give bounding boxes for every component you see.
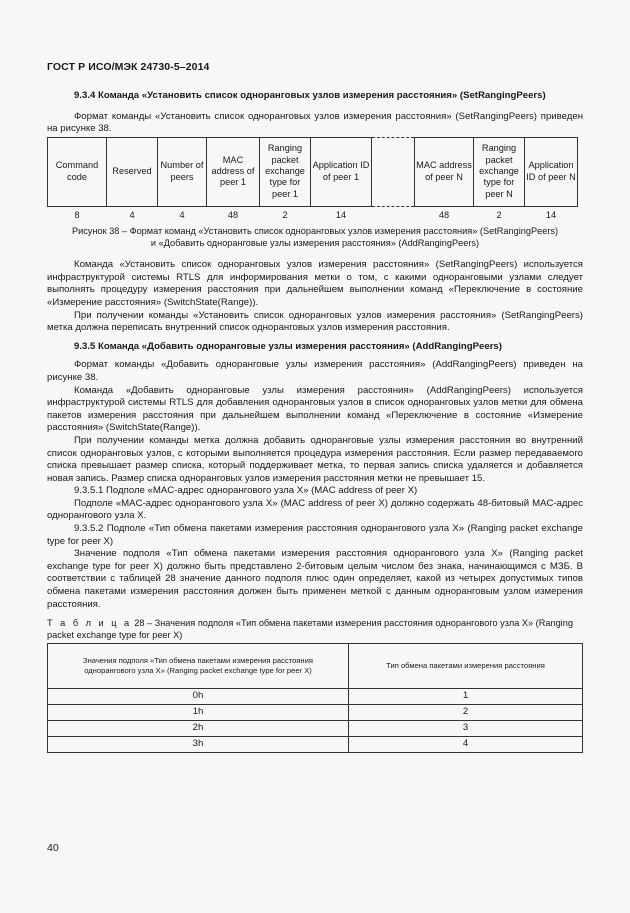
table-28-header-type: Тип обмена пакетами измерения расстояния	[349, 644, 583, 689]
paragraph-setrangingpeers-usage: Команда «Установить список одноранговых узлов измерения расстояния» (SetRangingPeers) используется инфраструктурой системы RTLS для информирования метки о том, с какими одноранговыми узлами следует выполнять процедуру измерения расстояния при дальнейшем выполнении команд «Переключение в состояние «Измерение расстояния» (SwitchState(Range)).	[47, 259, 583, 308]
table-28-header-row	[48, 644, 583, 689]
field-command-code: Command code	[48, 137, 107, 206]
field-number-of-peers: Number of peers	[158, 137, 207, 206]
table-cell-type: 3	[349, 721, 583, 737]
size-app-id-peer-1: 14	[335, 209, 347, 220]
table-28	[47, 643, 583, 753]
table-cell-value: 3h	[48, 737, 349, 753]
size-mac-peer-1: 48	[227, 209, 239, 220]
size-mac-peer-n: 48	[438, 209, 450, 220]
format-sizes-row	[48, 206, 578, 223]
section-heading-9-3-5: 9.3.5 Команда «Добавить одноранговые узлы измерения расстояния» (AddRangingPeers)	[74, 340, 502, 352]
field-ellipsis-gap	[372, 137, 415, 206]
field-app-id-peer-n: Application ID of peer N	[525, 137, 578, 206]
field-mac-peer-1: MAC address of peer 1	[207, 137, 260, 206]
size-command-code: 8	[74, 209, 80, 220]
field-mac-peer-n: MAC address of peer N	[415, 137, 474, 206]
paragraph-mac-address-peer-x: Подполе «MAC-адрес однорангового узла X» (MAC address of peer X) должно содержать 48-битовый MAC-адрес однорангового узла X.	[47, 497, 583, 522]
field-ranging-type-peer-n: Ranging packet exchange type for peer N	[474, 137, 525, 206]
page-number: 40	[47, 842, 59, 854]
format-fields-row	[48, 137, 578, 206]
figure-caption-line-2: и «Добавить одноранговые узлы измерения расстояния» (AddRangingPeers)	[150, 238, 480, 249]
paragraph-addrangingpeers-format: Формат команды «Добавить одноранговые узлы измерения расстояния» (AddRangingPeers) приведен на рисунке 38.	[47, 359, 583, 383]
figure-caption-line-1: Рисунок 38 – Формат команд «Установить список одноранговых узлов измерения расстояния» (SetRangingPeers)	[71, 226, 559, 237]
size-ranging-type-peer-1: 2	[282, 209, 288, 220]
table-cell-type: 4	[349, 737, 583, 753]
table-cell-value: 2h	[48, 721, 349, 737]
size-reserved: 4	[129, 209, 135, 220]
table-cell-value: 1h	[48, 705, 349, 721]
figure-38-format-table	[47, 137, 578, 223]
table-cell-type: 2	[349, 705, 583, 721]
paragraph-addrangingpeers-usage: Команда «Добавить одноранговые узлы измерения расстояния» (AddRangingPeers) используется инфраструктурой системы RTLS для добавления одноранговых узлов в список одноранговых узлов метки для обмена пакетов измерения расстояния при дальнейшем выполнении команд «Переключение в состояние «Измерение расстояния» (SwitchState(Range)).	[47, 384, 583, 434]
size-app-id-peer-n: 14	[545, 209, 557, 220]
table-row	[48, 705, 583, 721]
table-cell-value: 0h	[48, 689, 349, 705]
section-9-3-4-intro: Формат команды «Установить список одноранговых узлов измерения расстояния» (SetRangingPeers) приведен на рисунке 38.	[47, 110, 583, 135]
table-cell-type: 1	[349, 689, 583, 705]
paragraph-addrangingpeers-receive: При получении команды метка должна добавить одноранговые узлы измерения расстояния во внутренний список одноранговых узлов, с которыми выполняется процедура измерения расстояния. Если размер передаваемого списка превышает размер списка, который поддерживает метка, то первая запись списка удаляется и добавляется новая запись. Размер списка одноранговых узлов измерения расстояния метки не превышает 15.	[47, 434, 583, 484]
subsection-heading-9-3-5-1: 9.3.5.1 Подполе «MAC-адрес однорангового узла X» (MAC address of peer X)	[74, 485, 418, 497]
table-28-header-value: Значения подполя «Тип обмена пакетами измерения расстояния однорангового узла X» (Ranging packet exchange type for peer X)	[48, 644, 349, 689]
paragraph-setrangingpeers-receive: При получении команды «Установить список одноранговых узлов измерения расстояния» (SetRangingPeers) метка должна переписать внутренний список одноранговых узлов измерения расстояния.	[47, 309, 583, 334]
size-number-of-peers: 4	[179, 209, 185, 220]
table-row	[48, 737, 583, 753]
table-row	[48, 689, 583, 705]
table-label: Т а б л и ц а	[47, 618, 132, 629]
document-header: ГОСТ Р ИСО/МЭК 24730-5–2014	[47, 61, 210, 73]
field-app-id-peer-1: Application ID of peer 1	[311, 137, 372, 206]
page-content	[47, 90, 583, 753]
figure-38-caption	[47, 225, 583, 249]
size-ellipsis-gap	[372, 206, 415, 223]
table-row	[48, 721, 583, 737]
table-caption-text: 28 – Значения подполя «Тип обмена пакетами измерения расстояния однорангового узла X» (Ranging packet exchange type for peer X)	[47, 618, 573, 641]
size-ranging-type-peer-n: 2	[496, 209, 502, 220]
subsection-heading-9-3-5-2: 9.3.5.2 Подполе «Тип обмена пакетами измерения расстояния однорангового узла X» (Ranging packet exchange type for peer X)	[47, 523, 583, 547]
section-heading-9-3-4: 9.3.4 Команда «Установить список одноранговых узлов измерения расстояния» (SetRangingPeers)	[74, 90, 546, 101]
table-28-caption	[47, 617, 583, 641]
paragraph-ranging-type-peer-x: Значение подполя «Тип обмена пакетами измерения расстояния однорангового узла X» (Ranging packet exchange type for peer X) должно быть представлено 2-битовым целым числом без знака, начинающимся с МЗБ. В соответствии с таблицей 28 значение данного подполя плюс один определяет, какой из четырех допустимых типов обмена пакетами измерения расстояния должен быть применен меткой с данным одноранговым узлом измерения расстояния.	[47, 548, 583, 610]
field-ranging-type-peer-1: Ranging packet exchange type for peer 1	[260, 137, 311, 206]
field-reserved: Reserved	[107, 137, 158, 206]
